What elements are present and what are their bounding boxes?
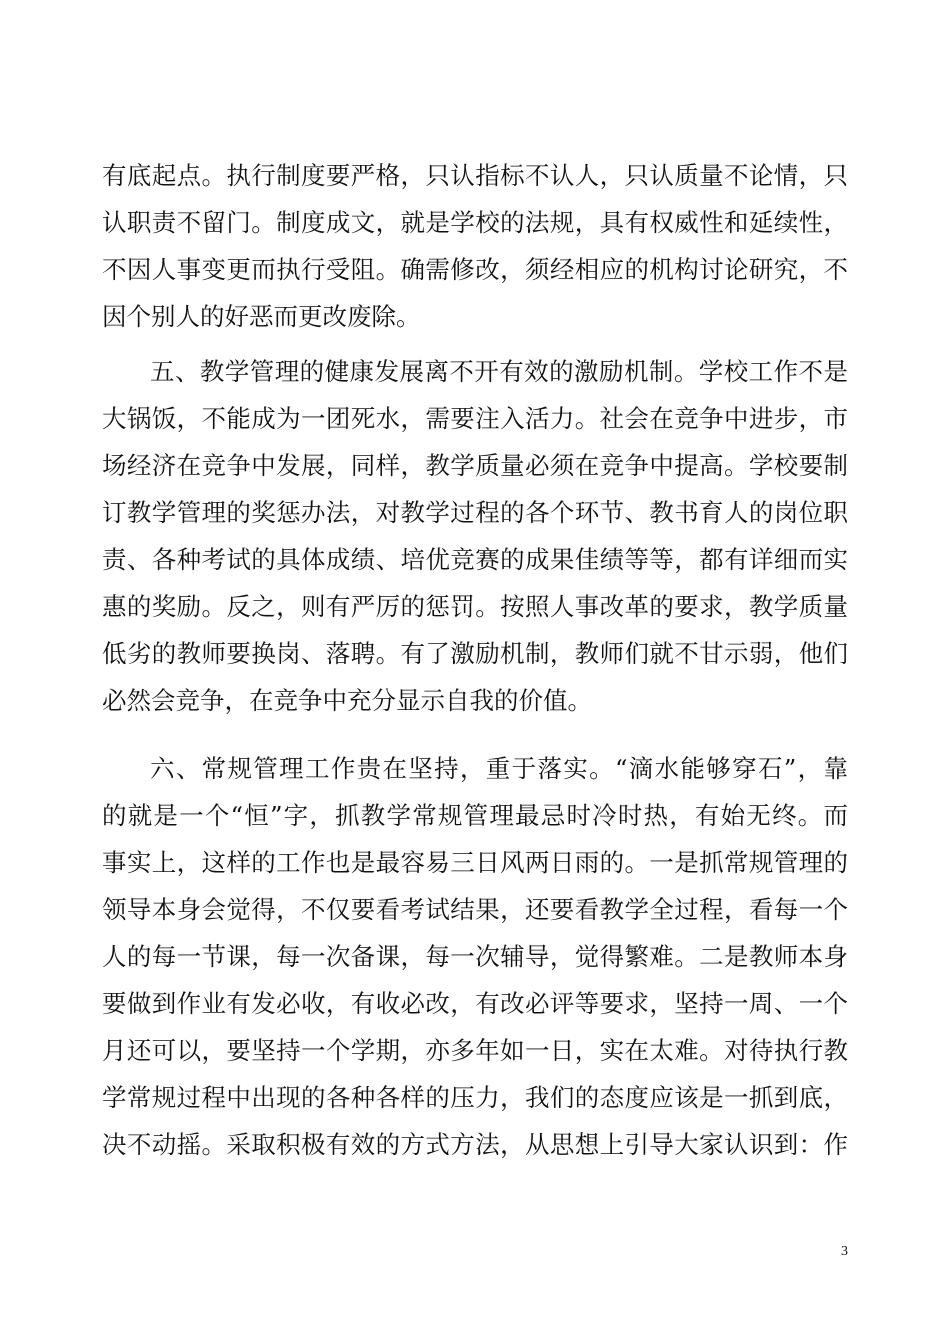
text-line: 月还可以，要坚持一个学期，亦多年如一日，实在太难。对待执行教 bbox=[102, 1036, 848, 1065]
text-line: 因个别人的好恶而更改废除。 bbox=[102, 302, 421, 331]
text-line: 事实上，这样的工作也是最容易三日风两日雨的。一是抓常规管理的 bbox=[102, 848, 848, 877]
paragraph-heading-line: 六、常规管理工作贵在坚持，重于落实。“滴水能够穿石”，靠 bbox=[150, 754, 848, 783]
text-line: 领导本身会觉得，不仅要看考试结果，还要看教学全过程，看每一个 bbox=[102, 895, 848, 924]
text-line: 学常规过程中出现的各种各样的压力，我们的态度应该是一抓到底， bbox=[102, 1083, 848, 1112]
text-line: 决不动摇。采取积极有效的方式方法，从思想上引导大家认识到：作 bbox=[102, 1130, 848, 1159]
text-line: 有底起点。执行制度要严格，只认指标不认人，只认质量不论情，只 bbox=[102, 161, 848, 190]
text-line: 惠的奖励。反之，则有严厉的惩罚。按照人事改革的要求，教学质量 bbox=[102, 592, 848, 621]
text-line: 必然会竞争，在竞争中充分显示自我的价值。 bbox=[102, 686, 592, 715]
text-line: 责、各种考试的具体成绩、培优竞赛的成果佳绩等等，都有详细而实 bbox=[102, 545, 848, 574]
text-line: 订教学管理的奖惩办法，对教学过程的各个环节、教书育人的岗位职 bbox=[102, 498, 848, 527]
text-line: 的就是一个“恒”字，抓教学常规管理最忌时冷时热，有始无终。而 bbox=[102, 801, 848, 830]
text-line: 不因人事变更而执行受阻。确需修改，须经相应的机构讨论研究，不 bbox=[102, 255, 848, 284]
text-line: 认职责不留门。制度成文，就是学校的法规，具有权威性和延续性， bbox=[102, 208, 848, 237]
text-line: 大锅饭，不能成为一团死水，需要注入活力。社会在竞争中进步，市 bbox=[102, 404, 848, 433]
page-number: 3 bbox=[841, 1244, 848, 1259]
text-line: 人的每一节课，每一次备课，每一次辅导，觉得繁难。二是教师本身 bbox=[102, 942, 848, 971]
text-line: 低劣的教师要换岗、落聘。有了激励机制，教师们就不甘示弱，他们 bbox=[102, 639, 848, 668]
paragraph-heading-line: 五、教学管理的健康发展离不开有效的激励机制。学校工作不是 bbox=[150, 357, 848, 386]
text-line: 要做到作业有发必收，有收必改，有改必评等要求，坚持一周、一个 bbox=[102, 989, 848, 1018]
text-line: 场经济在竞争中发展，同样，教学质量必须在竞争中提高。学校要制 bbox=[102, 451, 848, 480]
